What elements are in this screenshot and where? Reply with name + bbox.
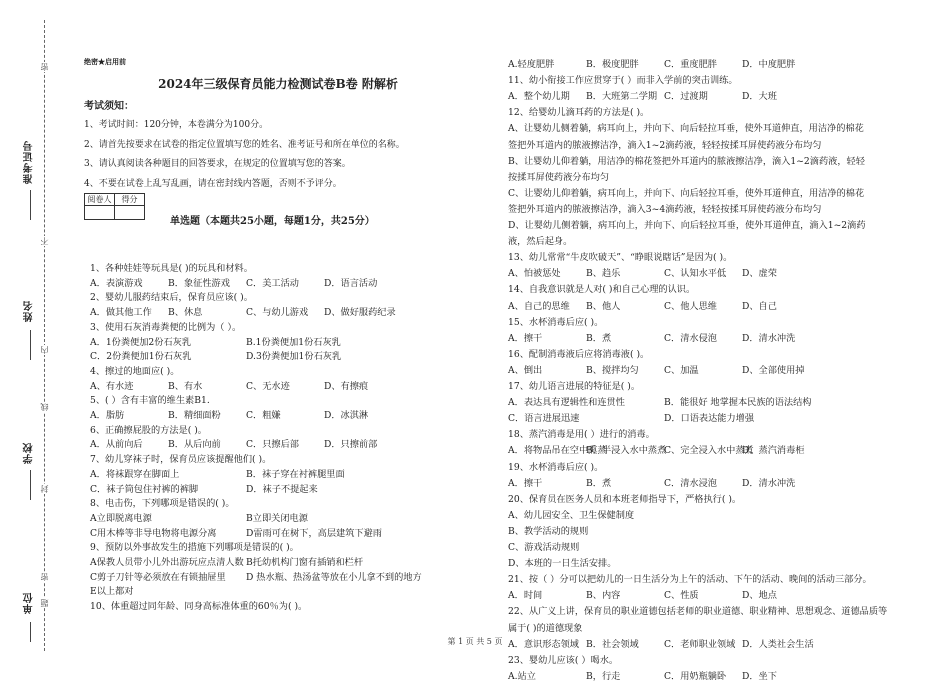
school-field[interactable] [30,470,31,500]
answer-option[interactable]: D．语言活动 [324,277,378,289]
answer-option[interactable]: D、全部使用掉 [742,364,805,376]
answer-options [508,301,777,313]
answer-option[interactable]: A、有水迹 [90,380,134,392]
question-text: 11、幼小衔接工作应贯穿于( ）而非入学前的突击训练。 [508,75,738,87]
right-column [508,0,928,682]
answer-options [90,469,402,481]
question-text: 签把外耳道内的脓液擦洁净，滴入1~2滴药液，轻轻按揉耳屏使药液分布均匀 [508,139,822,151]
answer-option[interactable]: B立即关闭电源 [246,512,308,524]
question-text: B、教学活动的规则 [508,525,589,537]
question-text: 20、保育员在医务人员和本班老师指导下，严格执行( )。 [508,493,742,505]
answer-option[interactable]: D、自己 [742,300,777,312]
answer-option[interactable]: D．只擦前部 [324,439,378,451]
answer-option[interactable]: A．表演游戏 [90,277,143,289]
answer-option[interactable]: B．大班第二学期 [586,91,658,103]
answer-option[interactable]: B，行走 [586,670,621,682]
seal-char: 线 [40,403,49,411]
seal-char: 密 [40,573,49,581]
answer-option[interactable]: B.1份粪便加1份石灰乳 [246,336,341,348]
answer-option[interactable]: B、半浸入水中蒸煮 [586,445,667,457]
answer-option[interactable]: D．袜子不提起来 [246,483,318,495]
answer-option[interactable]: C．只擦后部 [246,439,299,451]
answer-options [508,590,777,602]
answer-option[interactable]: A、怕被惩处 [508,268,561,280]
answer-option[interactable]: B、有水 [168,380,203,392]
answer-options [90,381,402,393]
answer-option[interactable]: D、虚荣 [742,268,777,280]
answer-options [90,513,402,525]
binding-margin [0,0,62,671]
answer-option[interactable]: A．1份粪便加2份石灰乳 [90,336,192,348]
page-number: 第 1 页 共 5 页 [447,637,503,646]
question-text: 1、各种娃娃等玩具是( )的玩具和材料。 [90,263,253,274]
question-text: E以上都对 [90,586,134,598]
answer-options [508,445,805,457]
answer-option[interactable]: D．口语表达能力增强 [664,413,755,425]
question-text: A、幼儿园安全、卫生保健制度 [508,509,635,521]
question-text: 按揉耳屏使药液分布均匀 [508,171,610,183]
seal-char: 不 [40,237,49,245]
answer-option[interactable]: A．做其他工作 [90,307,152,319]
name-field[interactable] [30,330,31,360]
answer-options [90,571,422,584]
answer-option[interactable]: C、与幼儿游戏 [246,307,309,319]
question-text: D、让婴幼儿侧着躺，病耳向上，并向下、向后轻拉耳垂，使外耳道伸直，滴入1~2滴药 [508,220,866,231]
answer-option[interactable]: C．语言进展迅速 [508,413,580,425]
exam-number-label: 准考证号 [24,140,35,184]
answer-option[interactable]: C用木棒等非导电物将电源分离 [90,527,217,539]
answer-option[interactable]: D．中度肥胖 [742,59,796,70]
answer-options [90,351,402,363]
answer-option[interactable]: B、休息 [168,307,203,319]
answer-option[interactable]: C．过渡期 [664,91,708,103]
answer-option[interactable]: A．擦干 [508,332,543,344]
notice-heading: 考试须知： [84,101,134,112]
answer-options [508,365,805,377]
answer-option[interactable]: B．象征性游戏 [168,277,230,289]
answer-option[interactable]: C、无水迹 [246,380,290,392]
answer-option[interactable]: B．从后向前 [168,439,221,451]
seal-dashed-line [44,20,45,651]
reviewer-cell[interactable] [85,206,115,220]
answer-option[interactable]: B、内容 [586,590,621,602]
answer-option[interactable]: C剪子刀针等必须放在有锁抽屉里 [90,571,226,583]
question-text: 9、预防以外事故发生的措施下列哪项是错误的( )。 [90,542,299,554]
answer-option[interactable]: D．冰淇淋 [324,410,369,421]
answer-option[interactable]: A．脂肪 [90,410,125,421]
question-text: 4、擦过的地面应( )。 [90,365,180,377]
question-text: 6、正确擦屁股的方法是( )。 [90,424,207,436]
answer-options [90,528,402,540]
answer-option[interactable]: A．将袜跟穿在脚面上 [90,468,180,480]
answer-options [508,397,820,409]
answer-option[interactable]: C．袜子筒包住衬裤的裤脚 [90,483,199,495]
answer-option[interactable]: C．2份粪便加1份石灰乳 [90,351,192,363]
answer-option[interactable]: A．擦干 [508,477,543,489]
question-text: 14、自我意识就是人对( )和自己心理的认识。 [508,284,696,296]
answer-option[interactable]: B．精细面粉 [168,410,221,421]
answer-option[interactable]: C、完全浸入水中蒸煮 [664,445,754,457]
seal-char: 内 [40,346,49,354]
answer-option[interactable]: C．重度肥胖 [664,59,717,70]
answer-options [508,91,777,103]
question-text: 21、按（ ）分可以把幼儿的一日生活分为上午的活动、下午的活动、晚间的活动三部分。 [508,574,872,586]
answer-options [508,413,820,425]
answer-option[interactable]: A、自己的思维 [508,300,570,312]
answer-options [90,337,402,349]
question-text: 液，然后起身。 [508,236,573,248]
answer-option[interactable]: D.3份粪便加1份石灰乳 [246,351,342,363]
name-label: 姓名 [24,300,35,322]
answer-option[interactable]: A.轻度肥胖 [508,59,555,70]
answer-options [90,307,402,319]
answer-options [508,333,795,345]
section-title: 单选题（本题共25小题，每题1分，共25分） [170,216,375,227]
secret-mark: 绝密★启用前 [84,57,126,66]
question-text: 13、幼儿常常“牛皮吹破天”、“睁眼说瞎话”是因为( )。 [508,252,733,264]
answer-options [90,278,402,290]
unit-label: 单位 [24,592,35,614]
answer-option[interactable]: C．清水浸泡 [664,477,717,489]
answer-option[interactable]: B托幼机构门窗有插销和栏杆 [246,557,364,568]
exam-number-field[interactable] [30,190,31,220]
question-text: 16、配制消毒液后应将消毒液( )。 [508,348,650,360]
question-text: 19、水杯消毒后应( )。 [508,461,604,473]
answer-option[interactable]: C．清水侵泡 [664,332,717,344]
answer-option[interactable]: A、倒出 [508,364,543,376]
answer-option[interactable]: B．社会领域 [586,638,639,650]
question-text: 23、婴幼儿应该( ）喝水。 [508,654,619,666]
question-text: C、让婴幼儿仰着躺，病耳向上，并向下、向后轻拉耳垂，使外耳道伸直，用洁净的棉花 [508,187,865,199]
answer-option[interactable]: D、地点 [742,590,777,602]
answer-option[interactable]: D．清水冲洗 [742,477,796,489]
answer-option[interactable]: B、他人 [586,300,621,312]
answer-option[interactable]: C．老师职业领域 [664,638,736,650]
answer-option[interactable]: A．从前向后 [90,439,143,451]
answer-options [508,671,777,683]
answer-option[interactable]: B．煮 [586,477,612,489]
answer-option[interactable]: C、他人思维 [664,300,717,312]
answer-option[interactable]: C、认知水平低 [664,268,727,280]
answer-option[interactable]: D、蒸汽消毒柜 [742,445,805,457]
question-text: C、游戏活动规则 [508,542,580,553]
question-text: 2、婴幼儿服药结束后，保育员应该( )。 [90,292,253,304]
answer-option[interactable]: A保教人员带小儿外出游玩应点清人数 [90,557,244,568]
answer-option[interactable]: D．清水冲洗 [742,332,796,344]
question-text: 5、( ）含有丰富的维生素B1. [90,395,210,407]
answer-options [90,484,402,496]
answer-option[interactable]: B．极度肥胖 [586,59,639,70]
question-text: A、让婴幼儿侧着躺，病耳向上，并向下、向后轻拉耳垂，使外耳道伸直，用洁净的棉花 [508,123,864,135]
answer-option[interactable]: A．意识形态领域 [508,638,579,650]
answer-options [90,557,402,569]
notice-item: 1、考试时间：120分钟，本卷满分为100分。 [84,120,269,130]
left-column [78,0,478,640]
answer-option[interactable]: B、趋乐 [586,268,621,280]
answer-option[interactable]: D．坐下 [742,670,777,682]
answer-option[interactable]: C．粗嫌 [246,410,281,421]
seal-char: 题 [40,599,49,607]
answer-option[interactable]: A.站立 [508,670,536,682]
answer-options [90,439,402,451]
question-text: 7、幼儿穿袜子时，保育员应该提醒他们( )。 [90,454,272,466]
score-box [84,193,145,220]
seal-char: 封 [40,485,49,493]
question-text: 22、从广义上讲，保育员的职业道德包括老师的职业道德、职业精神、思想观念、道德品质等 [508,606,888,618]
answer-option[interactable]: A立即脱离电源 [90,512,152,524]
question-text: 12、给婴幼儿滴耳药的方法是( )。 [508,107,650,119]
answer-option[interactable]: A．时间 [508,590,543,602]
answer-option[interactable]: B．煮 [586,332,612,344]
answer-option[interactable]: D雷雨可在树下，高层建筑下避雨 [246,527,382,539]
question-text: B、让婴幼儿仰着躺，用洁净的棉花签把外耳道内的脓液擦洁净，滴入1~2滴药液，轻轻 [508,155,865,167]
answer-options [508,478,795,490]
answer-option[interactable]: B．能很好 地掌握本民族的语法结构 [664,397,812,409]
reviewer-label: 阅卷人 [85,194,115,206]
school-label: 学校 [24,442,35,464]
question-text: 15、水杯消毒后应( )。 [508,316,604,328]
question-text: 签把外耳道内的脓液擦洁净，滴入3~4滴药液，轻轻按揉耳屏使药液分布均匀 [508,203,822,215]
answer-options [508,59,795,71]
score-cell[interactable] [115,206,145,220]
answer-option[interactable]: C．用奶瓶躺卧 [664,670,727,682]
question-text: 18、蒸汽消毒是用( ）进行的消毒。 [508,429,655,441]
question-text: D、本班的一日生活安排。 [508,558,617,570]
question-text: 10、体重超过同年龄、同身高标准体重的60％为( )。 [90,601,308,613]
answer-option[interactable]: B、搅拌均匀 [586,364,639,376]
answer-option[interactable]: D．人类社会生活 [742,638,814,650]
answer-option[interactable]: A．整个幼儿期 [508,91,570,103]
question-text: 8、电击伤，下列哪项是错误的( )。 [90,498,235,510]
page-title: 2024年三级保育员能力检测试卷B卷 附解析 [158,77,398,91]
answer-option[interactable]: C、性质 [664,590,699,602]
answer-option[interactable]: B．袜子穿在衬裤腿里面 [246,468,345,480]
notice-item: 3、请认真阅读各种题目的回答要求，在规定的位置填写您的答案。 [84,159,351,169]
notice-item: 4、不要在试卷上乱写乱画，请在密封线内答题，否则不予评分。 [84,179,342,189]
notice-item: 2、请首先按要求在试卷的指定位置填写您的姓名、准考证号和所在单位的名称。 [84,140,405,150]
question-text: 17、幼儿语言进展的特征是( )。 [508,381,641,392]
answer-option[interactable]: C、加温 [664,364,699,376]
question-text: 3、使用石灰消毒粪便的比例为（ ）。 [90,321,242,333]
answer-option[interactable]: A．表达具有逻辑性和连贯性 [508,397,625,409]
answer-option[interactable]: D．大班 [742,91,777,103]
question-text: 属于( )的道德现象 [508,622,583,634]
answer-options [508,268,777,280]
answer-option[interactable]: C．美工活动 [246,277,299,289]
seal-char: 密 [40,63,49,71]
answer-options [90,410,402,422]
answer-option[interactable]: A．将物品吊在空中熏蒸 [508,445,607,457]
score-label: 得分 [115,194,145,206]
answer-option[interactable]: D、有擦痕 [324,380,369,392]
answer-option[interactable]: D 热水瓶、热汤盆等放在小儿拿不到的地方 [246,571,422,583]
answer-option[interactable]: D、做好服药纪录 [324,307,396,319]
